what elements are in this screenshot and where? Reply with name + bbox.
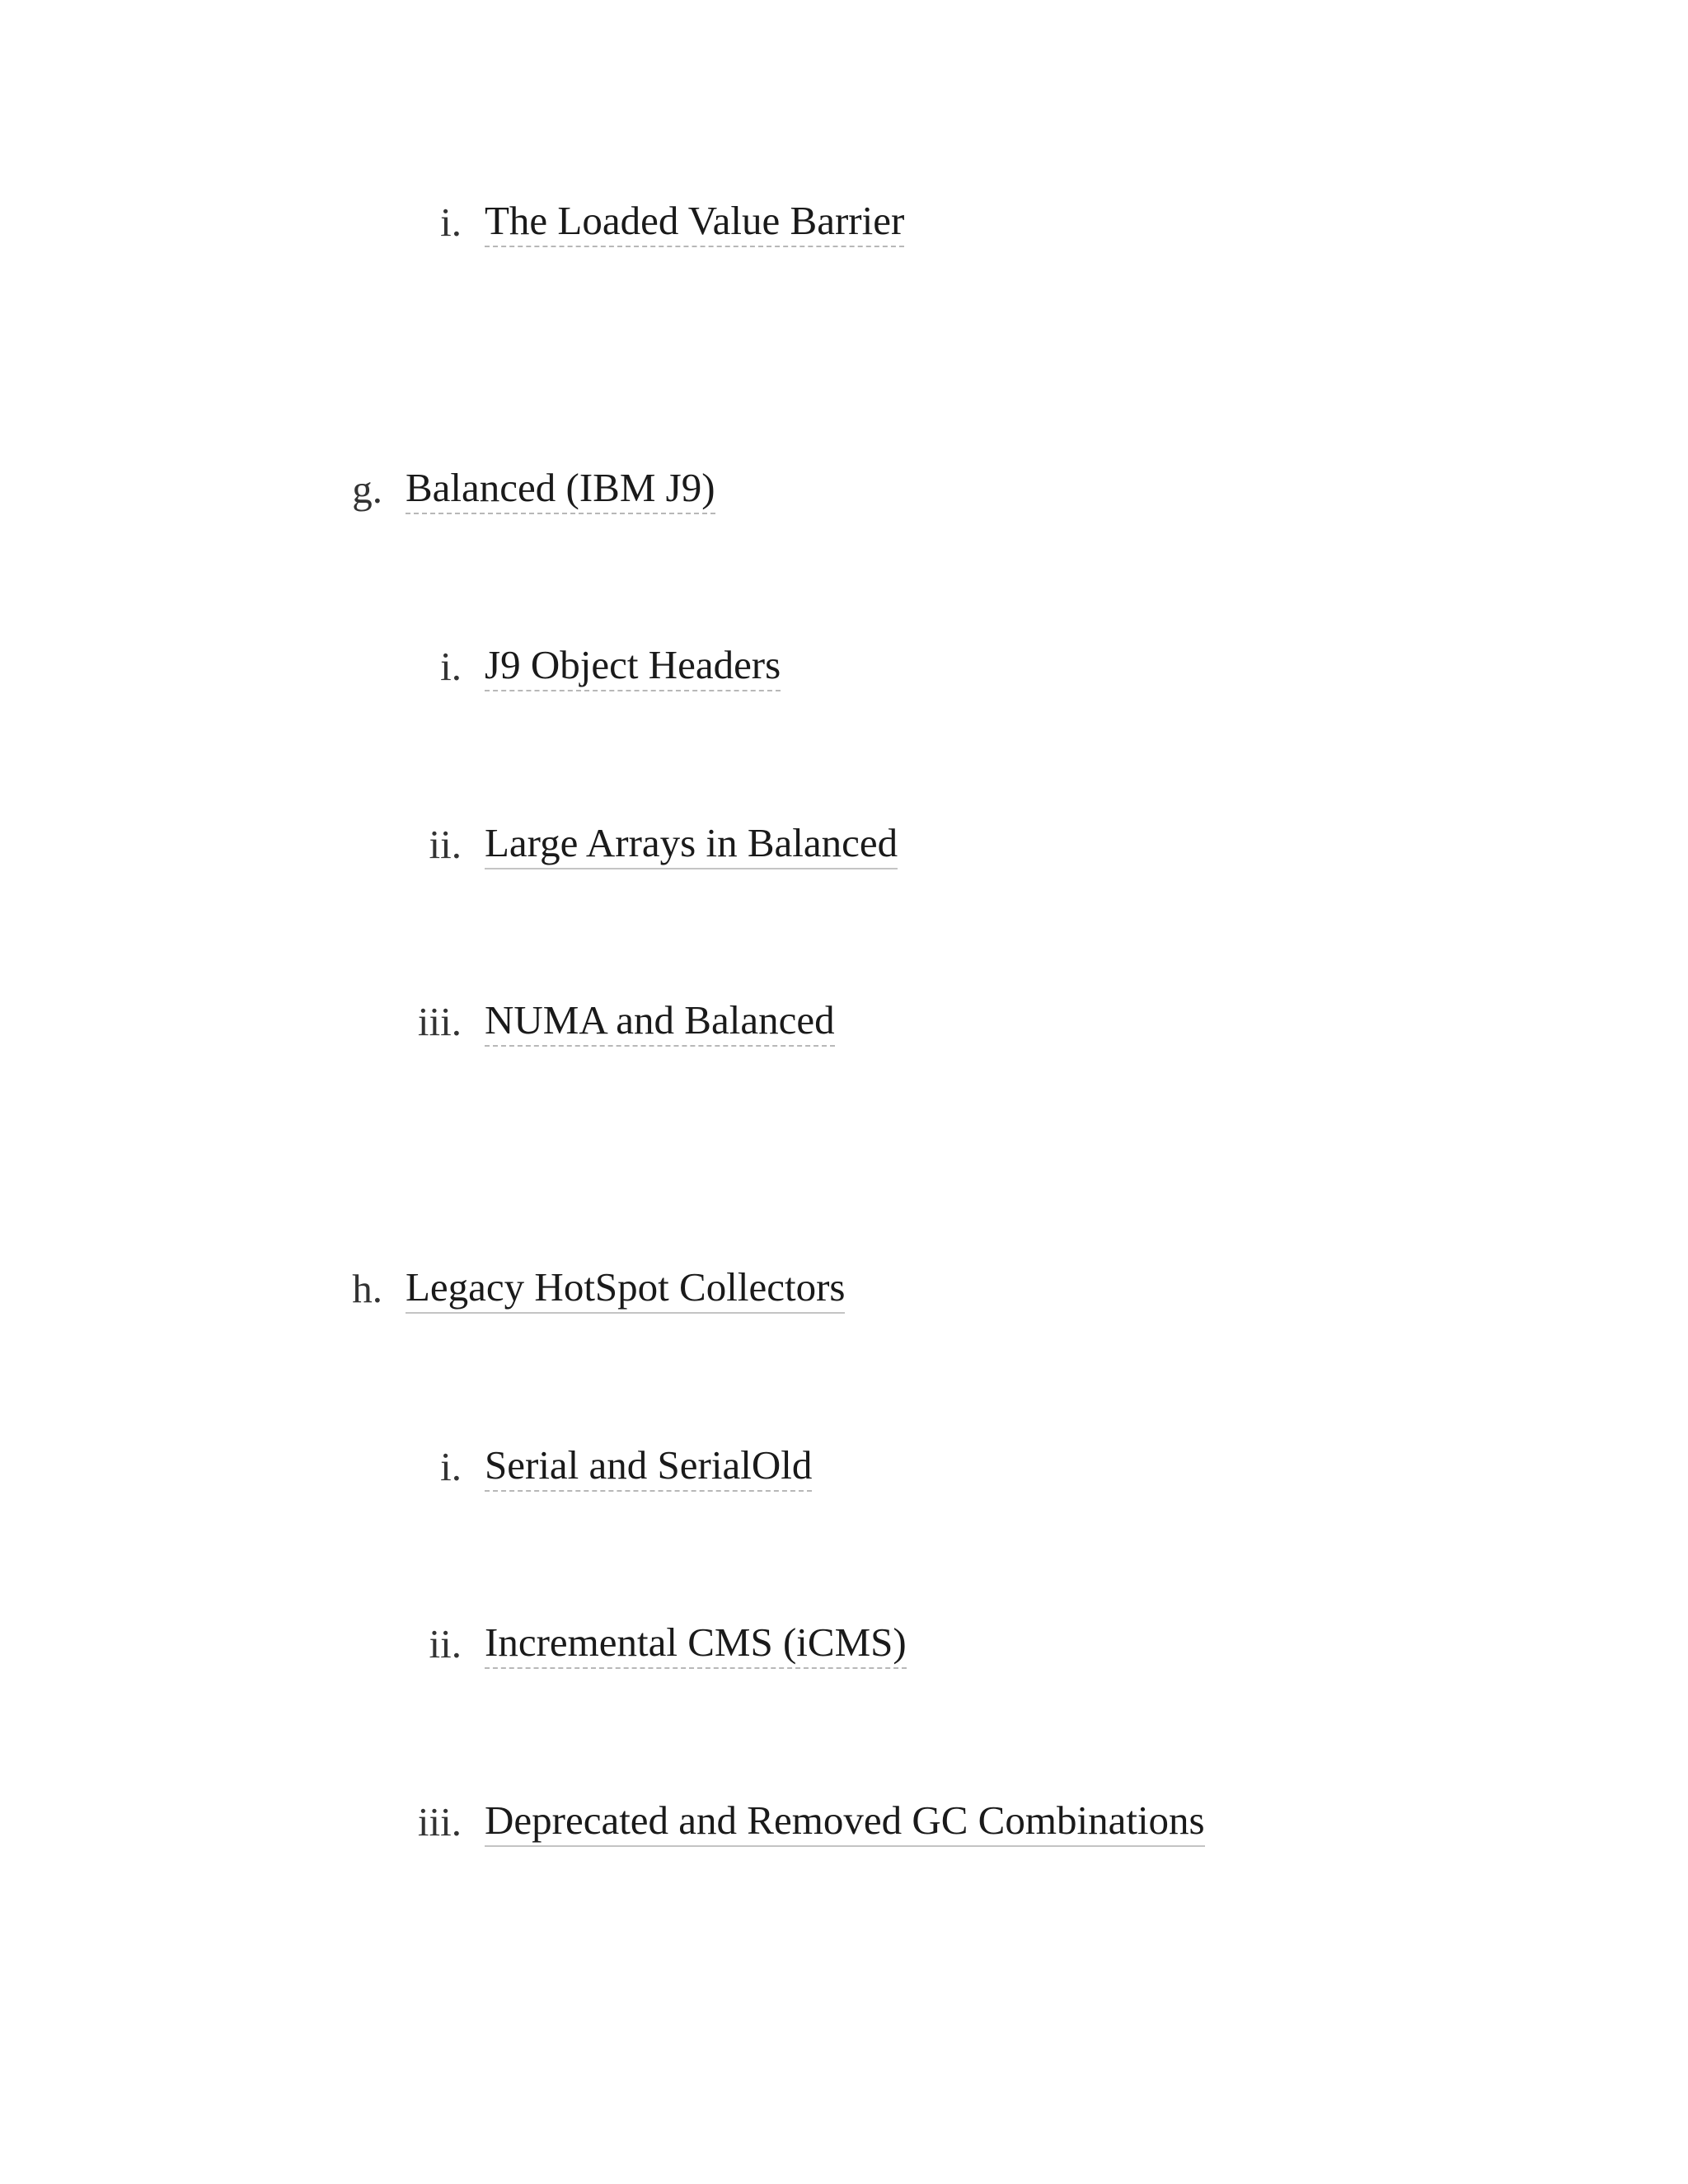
toc-entry-large-arrays	[0, 820, 1688, 869]
toc-entry-serial-serialold	[0, 1442, 1688, 1492]
toc-link-serial-serialold[interactable]: Serial and SerialOld	[485, 1442, 812, 1492]
list-marker: h.	[352, 1266, 382, 1311]
toc-entry-incremental-cms	[0, 1619, 1688, 1669]
toc-entry-loaded-value-barrier	[0, 198, 1688, 247]
toc-link-deprecated-gc[interactable]: Deprecated and Removed GC Combinations	[485, 1797, 1205, 1847]
toc-entry-balanced	[0, 465, 1688, 514]
toc-entry-deprecated-gc	[0, 1797, 1688, 1847]
toc-link-large-arrays[interactable]: Large Arrays in Balanced	[485, 820, 898, 869]
toc-link-incremental-cms[interactable]: Incremental CMS (iCMS)	[485, 1619, 907, 1669]
list-marker: iii.	[417, 999, 462, 1044]
list-marker: ii.	[429, 1621, 462, 1666]
toc-link-numa-balanced[interactable]: NUMA and Balanced	[485, 997, 835, 1047]
toc-entry-legacy-hotspot	[0, 1264, 1688, 1314]
toc-link-loaded-value-barrier[interactable]: The Loaded Value Barrier	[485, 198, 904, 247]
toc-entry-j9-object-headers	[0, 642, 1688, 691]
list-marker: i.	[440, 199, 462, 245]
toc-link-j9-object-headers[interactable]: J9 Object Headers	[485, 642, 781, 691]
toc-link-balanced[interactable]: Balanced (IBM J9)	[406, 465, 715, 514]
list-marker: i.	[440, 644, 462, 689]
toc-entry-numa-balanced	[0, 997, 1688, 1047]
list-marker: i.	[440, 1444, 462, 1489]
list-marker: g.	[352, 466, 382, 512]
list-marker: iii.	[417, 1799, 462, 1844]
toc-link-legacy-hotspot[interactable]: Legacy HotSpot Collectors	[406, 1264, 845, 1314]
list-marker: ii.	[429, 822, 462, 867]
